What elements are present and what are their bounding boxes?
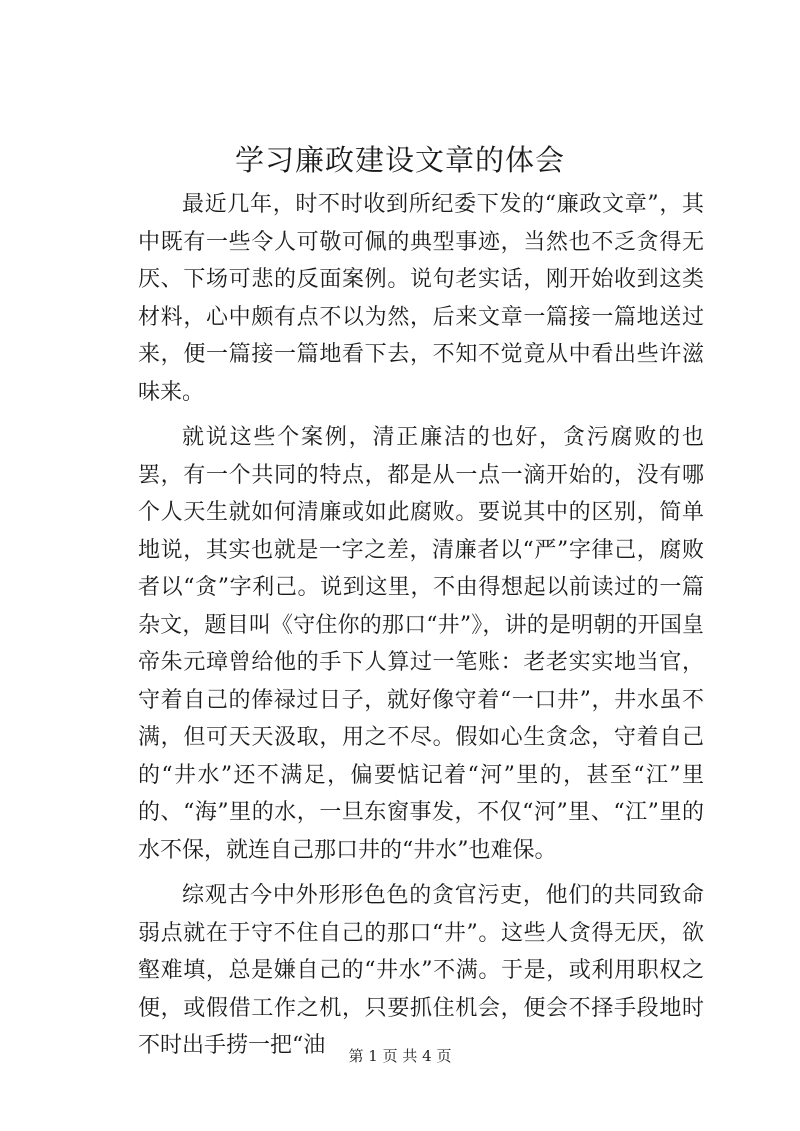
document-body [138,186,704,1065]
paragraph-3: 综观古今中外形形色色的贪官污吏，他们的共同致命弱点就在于守不住自己的那口“井”。这些人贪得无厌，欲壑难填，总是嫌自己的“井水”不满。于是，或利用职权之便，或假借工作之机，只要抓住机会，便会不择手段地时不时出手捞一把“油 [138,883,704,1058]
page-number-footer: 第 1 页 共 4 页 [348,1047,452,1065]
paragraph-1: 最近几年，时不时收到所纪委下发的“廉政文章”，其中既有一些令人可敬可佩的典型事迹，当然也不乏贪得无厌、下场可悲的反面案例。说句老实话，刚开始收到这类材料，心中颇有点不以为然，后来文章一篇接一篇地送过来，便一篇接一篇地看下去，不知不觉竟从中看出些许滋味来。 [138,192,704,405]
paragraph-2: 就说这些个案例，清正廉洁的也好，贪污腐败的也罢，有一个共同的特点，都是从一点一滴开始的，没有哪个人天生就如何清廉或如此腐败。要说其中的区别，简单地说，其实也就是一字之差，清廉者以“严”字律己，腐败者以“贪”字利己。说到这里，不由得想起以前读过的一篇杂文，题目叫《守住你的那口“井”》，讲的是明朝的开国皇帝朱元璋曾给他的手下人算过一笔账：老老实实地当官，守着自己的俸禄过日子，就好像守着“一口井”，井水虽不满，但可天天汲取，用之不尽。假如心生贪念，守着自己的“井水”还不满足，偏要惦记着“河”里的，甚至“江”里的、“海”里的水，一旦东窗事发，不仅“河”里、“江”里的水不保，就连自己那口井的“井水”也难保。 [138,425,704,863]
document-title: 学习廉政建设文章的体会 [234,143,565,177]
